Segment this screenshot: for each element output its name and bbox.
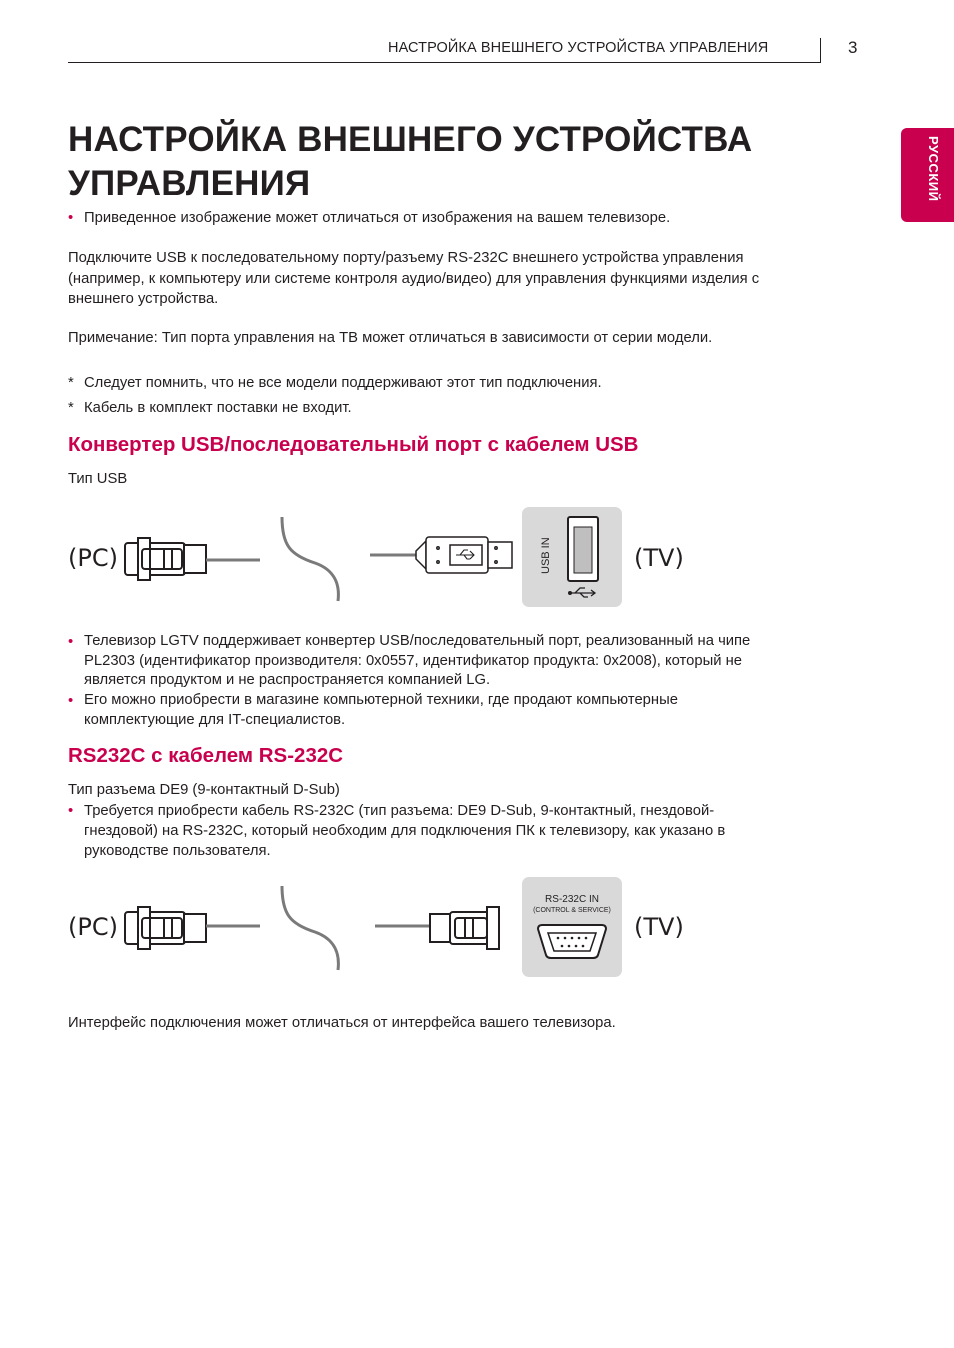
bullet-text: Требуется приобрести кабель RS-232C (тип разъема: DE9 D-Sub, 9-контактный, гнездовой- гнездовой) на RS-232C, который необходим для подключения ПК к телевизору, как указано в руководстве пользователя. <box>84 803 726 859</box>
bullet-icon: • <box>68 803 74 819</box>
tv-label: (TV) <box>634 544 684 572</box>
usb-in-port: USB IN <box>522 507 622 607</box>
language-tab-label: РУССКИЙ <box>926 136 941 202</box>
page-title-line1: НАСТРОЙКА ВНЕШНЕГО УСТРОЙСТВА <box>68 120 753 159</box>
bullet-icon: • <box>68 634 74 650</box>
db9-connector-icon <box>125 538 206 580</box>
db9-socket-icon <box>532 921 612 961</box>
page-title-line2: УПРАВЛЕНИЯ <box>68 164 311 203</box>
rs232-type-label: Тип разъема DE9 (9-контактный D-Sub) <box>68 782 340 798</box>
bullet-text: Телевизор LGTV поддерживает конвертер USB/последовательный порт, реализованный на чипе PL2303 (идентификатор производителя: 0x0557, идентификатор продукта: 0x2008), который не является продуктом и не распространяется компанией LG. <box>84 633 751 688</box>
bullet-icon: • <box>68 693 74 709</box>
usb-symbol-icon <box>567 585 599 601</box>
usb-plug-icon <box>416 537 512 573</box>
pc-label: (PC) <box>68 913 118 941</box>
running-header: НАСТРОЙКА ВНЕШНЕГО УСТРОЙСТВА УПРАВЛЕНИЯ <box>388 40 769 56</box>
section-heading-rs232: RS232C с кабелем RS-232C <box>68 744 344 767</box>
pc-label: (PC) <box>68 544 118 572</box>
footer-note: Интерфейс подключения может отличаться от интерфейса вашего телевизора. <box>68 1015 616 1031</box>
rs232c-in-port <box>522 877 622 977</box>
section-heading-usb: Конвертер USB/последовательный порт с кабелем USB <box>68 433 639 456</box>
tv-label: (TV) <box>634 913 684 941</box>
bullet-icon: • <box>68 210 74 226</box>
language-tab <box>901 128 954 222</box>
intro-line: внешнего устройства. <box>68 291 219 307</box>
star-note: Кабель в комплект поставки не входит. <box>84 400 352 416</box>
model-note: Примечание: Тип порта управления на ТВ может отличаться в зависимости от серии модели. <box>68 330 713 346</box>
rs232-port-label: RS-232C IN <box>545 894 599 905</box>
header-divider <box>820 38 821 63</box>
asterisk-icon: * <box>68 400 74 416</box>
page-title <box>68 118 752 206</box>
usb-socket-icon <box>566 515 600 583</box>
db9-connector-icon <box>125 907 206 949</box>
page-number: 3 <box>848 38 858 57</box>
star-note: Следует помнить, что не все модели поддерживают этот тип подключения. <box>84 375 602 391</box>
rs232-port-sublabel: (CONTROL & SERVICE) <box>533 907 611 914</box>
usb-type-label: Тип USB <box>68 471 128 487</box>
asterisk-icon: * <box>68 375 74 391</box>
header-rule <box>68 62 820 63</box>
intro-line: Подключите USB к последовательному порту/разъему RS-232C внешнего устройства управления <box>68 250 744 266</box>
bullet-text: Его можно приобрести в магазине компьютерной техники, где продают компьютерные комплектующие для IT-специалистов. <box>84 692 678 728</box>
intro-line: (например, к компьютеру или системе контроля аудио/видео) для управления функциями изделия с <box>68 270 760 287</box>
db9-connector-icon <box>430 907 499 949</box>
rs232-connection-diagram <box>120 878 520 978</box>
bullet-text: Приведенное изображение может отличаться от изображения на вашем телевизоре. <box>84 210 671 226</box>
intro-paragraph <box>68 248 759 310</box>
